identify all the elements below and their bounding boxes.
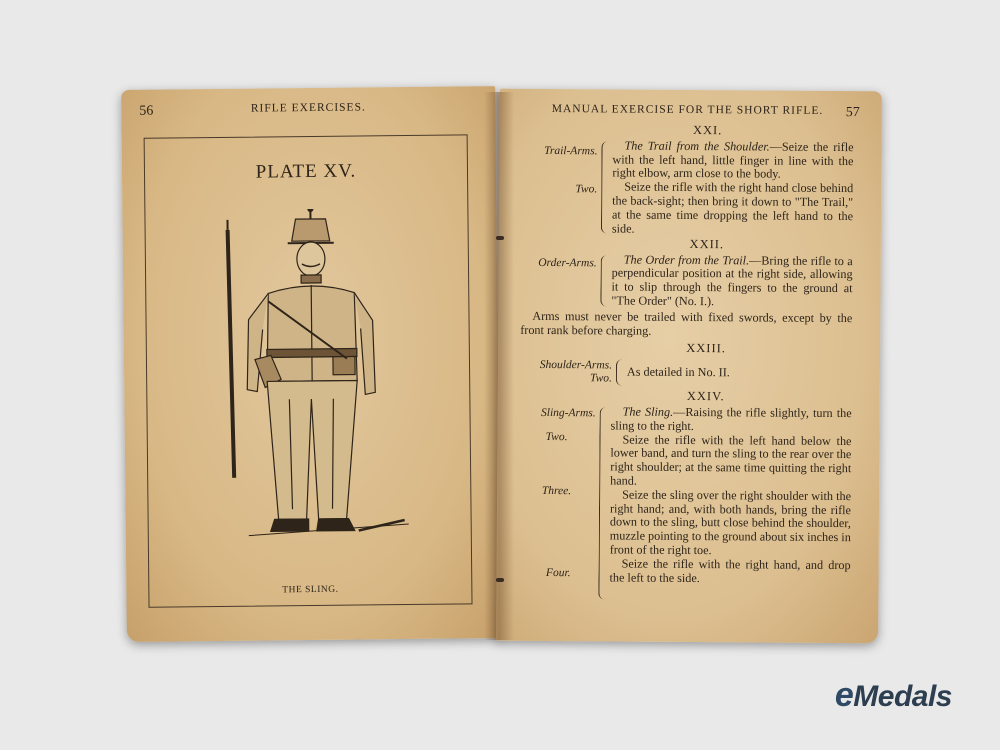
- paragraph-text: Seize the rifle with the right hand, and drop the left to the side.: [609, 556, 851, 585]
- binding-thread: [496, 236, 504, 240]
- open-book: [118, 88, 884, 648]
- section-xxii: [520, 252, 852, 310]
- paragraph: [610, 488, 851, 559]
- section-number: XXIV.: [686, 389, 725, 404]
- note-paragraph: Arms must never be trailed with fixed swords, except by the front rank before charging.: [520, 308, 853, 338]
- command-label: Order-Arms.: [538, 256, 597, 269]
- section-number: XXI.: [692, 123, 723, 138]
- left-running-head: RIFLE EXERCISES.: [250, 101, 366, 115]
- paragraph-text: Seize the sling over the right shoulder with the right hand; and, with both hands, bring the rifle down to the sling, butt close behind the shoulder, muzzle pointing to the ground about six inches in front of the right toe.: [609, 487, 852, 558]
- section-xxiii: [520, 357, 852, 389]
- paragraph: [611, 253, 852, 310]
- section-xxi: [521, 139, 854, 237]
- right-page: [496, 89, 882, 644]
- left-page-number: 56: [139, 103, 154, 119]
- paragraph-text: Seize the rifle with the left hand below the lower band, and turn the sling to the rear over the right shoulder; at the same time quitting the right hand.: [610, 432, 852, 488]
- paragraph: [609, 557, 850, 586]
- plate-frame: [144, 134, 473, 607]
- command-label: Trail-Arms.: [544, 144, 598, 158]
- left-page: [121, 86, 501, 642]
- paragraph-text: —Raising the rifle slightly, turn the sling to the right.: [610, 404, 852, 433]
- paragraph-text: As detailed in No. II.: [626, 364, 730, 380]
- paragraph-title: The Trail from the Shoulder.: [624, 138, 770, 154]
- brace: [600, 255, 607, 306]
- command-label: Two.: [590, 372, 612, 385]
- book-gutter: [484, 92, 514, 640]
- brace: [616, 360, 623, 386]
- plate-title: PLATE XV.: [255, 160, 357, 183]
- command-label: Two.: [575, 182, 598, 196]
- right-page-number: 57: [845, 105, 860, 121]
- paragraph-title: The Sling.: [622, 404, 674, 419]
- paragraph: [611, 405, 852, 434]
- paragraph: [612, 139, 853, 182]
- plate-caption: THE SLING.: [282, 584, 339, 596]
- command-label: Shoulder-Arms.: [539, 359, 613, 372]
- section-xxiv: [518, 405, 851, 603]
- section-number: XXII.: [689, 236, 725, 252]
- logo-e: e: [834, 676, 854, 714]
- paragraph: [610, 433, 851, 490]
- paragraph: [627, 366, 852, 381]
- logo-text: Medals: [853, 680, 952, 713]
- exercise-text: [518, 123, 853, 605]
- paragraph: [612, 181, 853, 238]
- soldier-illustration: [205, 208, 419, 550]
- section-number: XXIII.: [686, 341, 726, 356]
- brace: [598, 407, 606, 599]
- right-running-head: MANUAL EXERCISE FOR THE SHORT RIFLE.: [551, 103, 824, 117]
- command-label: Three.: [541, 484, 572, 498]
- paragraph-text: Seize the rifle with the right hand close behind the back-sight; then bring it down to "The Trail," at the same time dropping the left hand to the side.: [611, 179, 854, 236]
- paragraph-title: The Order from the Trail.: [623, 252, 750, 268]
- paragraph-text: —Bring the rifle to a perpendicular position at the right side, allowing it to slip through the fingers to the ground at "The Order" (No. I.).: [611, 253, 853, 309]
- brace: [601, 141, 609, 233]
- binding-thread: [496, 578, 504, 582]
- command-label: Four.: [545, 566, 571, 580]
- paragraph-text: —Seize the rifle with the left hand, little finger in line with the right elbow, arm close to the body.: [612, 139, 854, 182]
- command-label: Two.: [545, 430, 568, 444]
- emedals-logo: [835, 676, 952, 715]
- command-label: Sling-Arms.: [541, 406, 596, 420]
